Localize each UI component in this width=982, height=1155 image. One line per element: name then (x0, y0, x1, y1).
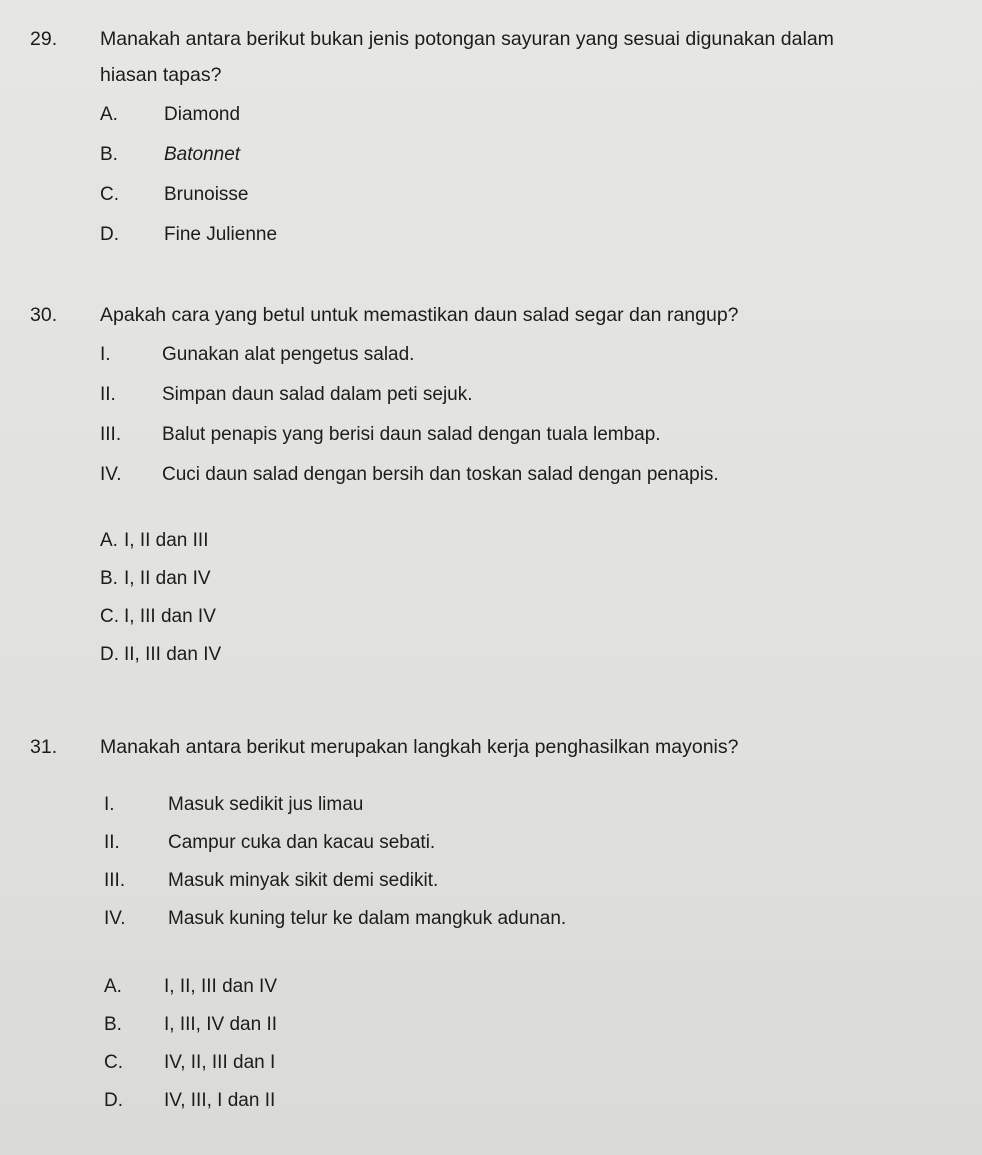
q30-option-a-text: I, II dan III (124, 530, 209, 551)
q29-number: 29. (30, 28, 58, 50)
q31-option-b-letter: B. (104, 1014, 122, 1035)
q31-text: Manakah antara berikut merupakan langkah kerja penghasilkan mayonis? (100, 736, 739, 758)
q29-option-a-text: Diamond (164, 104, 241, 125)
q30-statement-1-text: Gunakan alat pengetus salad. (162, 344, 415, 365)
q30-statement-2-text: Simpan daun salad dalam peti sejuk. (162, 384, 473, 405)
q31-option-c-text: IV, II, III dan I (164, 1052, 276, 1073)
q29-option-d-text: Fine Julienne (164, 224, 278, 245)
q31-statement-4-text: Masuk kuning telur ke dalam mangkuk adunan. (168, 908, 567, 929)
q31-number: 31. (30, 736, 58, 758)
q31-statement-1-text: Masuk sedikit jus limau (168, 794, 364, 815)
q31-option-a-letter: A. (104, 976, 122, 997)
q30-option-c-letter: C. (100, 606, 119, 627)
q31-statement-4-roman: IV. (104, 908, 126, 929)
q31-option-d-text: IV, III, I dan II (164, 1090, 276, 1111)
q30-text: Apakah cara yang betul untuk memastikan daun salad segar dan rangup? (100, 304, 739, 326)
q29-option-b-letter: B. (100, 144, 118, 165)
q31-statement-2-roman: II. (104, 832, 120, 853)
q31-option-b-text: I, III, IV dan II (164, 1014, 277, 1035)
q30-option-a-letter: A. (100, 530, 118, 551)
q30-option-c-text: I, III dan IV (124, 606, 216, 627)
q30-number: 30. (30, 304, 58, 326)
q29-option-c-text: Brunoisse (164, 184, 249, 205)
q30-option-d-letter: D. (100, 644, 119, 665)
q31-option-c-letter: C. (104, 1052, 123, 1073)
q29-option-c-letter: C. (100, 184, 119, 205)
q31-statement-3-roman: III. (104, 870, 126, 891)
q30-statement-4-text: Cuci daun salad dengan bersih dan toskan salad dengan penapis. (162, 464, 719, 485)
q31-statement-3-text: Masuk minyak sikit demi sedikit. (168, 870, 439, 891)
q30-option-b-letter: B. (100, 568, 118, 589)
q29-option-b-text: Batonnet (164, 144, 241, 165)
q30-statement-3-roman: III. (100, 424, 122, 445)
q31-statement-1-roman: I. (104, 794, 115, 815)
q30-option-d-text: II, III dan IV (124, 644, 222, 665)
q30-statement-4-roman: IV. (100, 464, 122, 485)
q31-statement-2-text: Campur cuka dan kacau sebati. (168, 832, 436, 853)
q31-option-d-letter: D. (104, 1090, 123, 1111)
q31-option-a-text: I, II, III dan IV (164, 976, 277, 997)
q30-option-b-text: I, II dan IV (124, 568, 211, 589)
q29-text-line1: Manakah antara berikut bukan jenis potongan sayuran yang sesuai digunakan dalam (100, 28, 834, 50)
q30-statement-3-text: Balut penapis yang berisi daun salad dengan tuala lembap. (162, 424, 661, 445)
q30-statement-2-roman: II. (100, 384, 116, 405)
q30-statement-1-roman: I. (100, 344, 111, 365)
q29-text-line2: hiasan tapas? (100, 64, 222, 86)
q29-option-a-letter: A. (100, 104, 118, 125)
q29-option-d-letter: D. (100, 224, 119, 245)
